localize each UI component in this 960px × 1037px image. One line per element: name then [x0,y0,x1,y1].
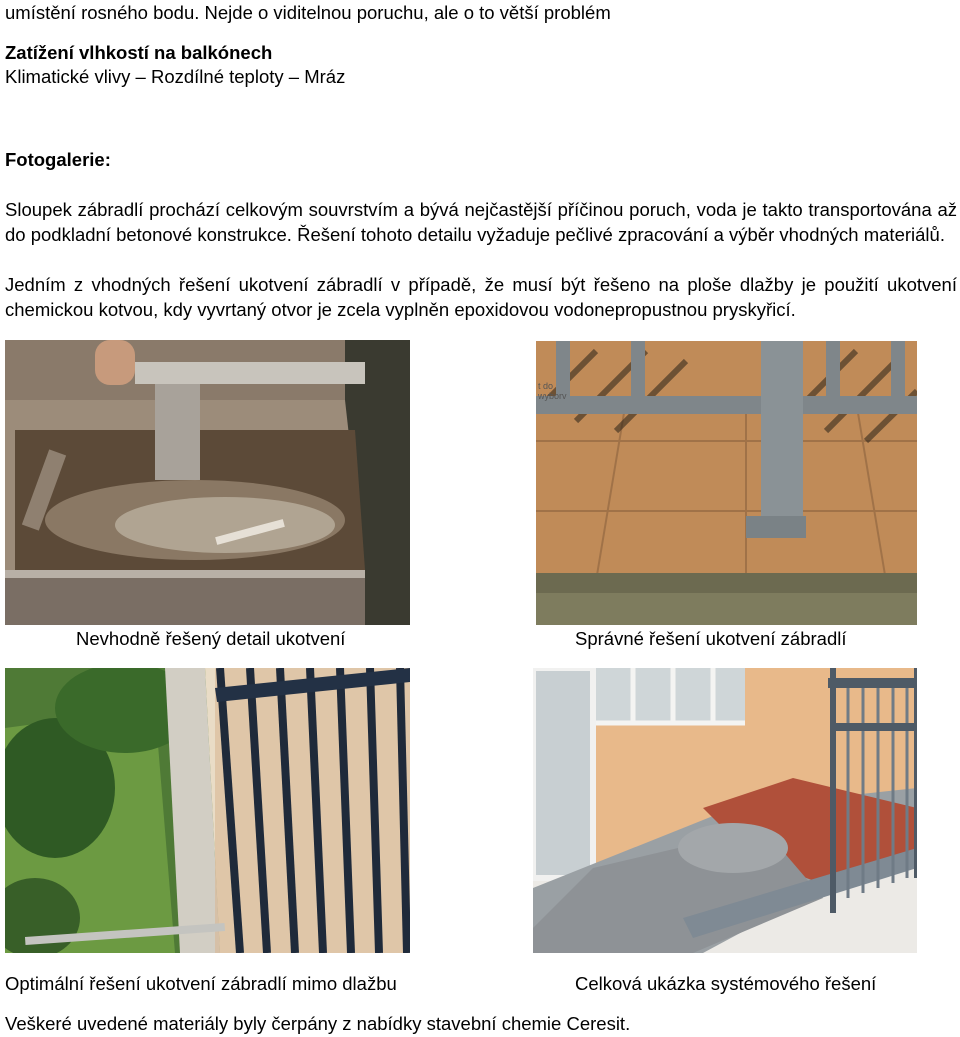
photo-system-solution [533,668,917,953]
caption-damaged-anchoring: Nevhodně řešený detail ukotvení [76,628,346,649]
gallery-paragraph-1: Sloupek zábradlí prochází celkovým souvrstvím a bývá nejčastější příčinou poruch, voda je takto transportována až do podkladní betonové konstrukce. Řešení tohoto detailu vyžaduje pečlivé zpracování a výběr vhodných materiálů. [5,199,957,245]
photo-damaged-anchoring [5,340,410,625]
caption-optimal-anchoring: Optimální řešení ukotvení zábradlí mimo dlažbu [5,973,397,994]
gallery-heading: Fotogalerie: [5,149,111,170]
caption-correct-anchoring: Správné řešení ukotvení zábradlí [575,628,847,649]
photo-optimal-anchoring [5,668,410,953]
svg-text:t do: t do [538,381,554,391]
moisture-subheading: Klimatické vlivy – Rozdílné teploty – Mráz [5,66,346,87]
photo-correct-anchoring [536,341,917,625]
gallery-paragraph-2: Jedním z vhodných řešení ukotvení zábradlí v případě, že musí být řešeno na ploše dlažby je použití ukotvení chemickou kotvou, kdy vyvrtaný otvor je zcela vyplněn epoxidovou vodonepropustnou pryskyřicí. [5,274,957,320]
svg-text:wyborv: wyborv [538,391,567,401]
caption-system-solution: Celková ukázka systémového řešení [575,973,877,994]
moisture-heading: Zatížení vlhkostí na balkónech [5,42,273,63]
footer-note: Veškeré uvedené materiály byly čerpány z nabídky stavební chemie Ceresit. [5,1013,631,1034]
intro-line: umístění rosného bodu. Nejde o viditelnou poruchu, ale o to větší problém [5,2,611,23]
